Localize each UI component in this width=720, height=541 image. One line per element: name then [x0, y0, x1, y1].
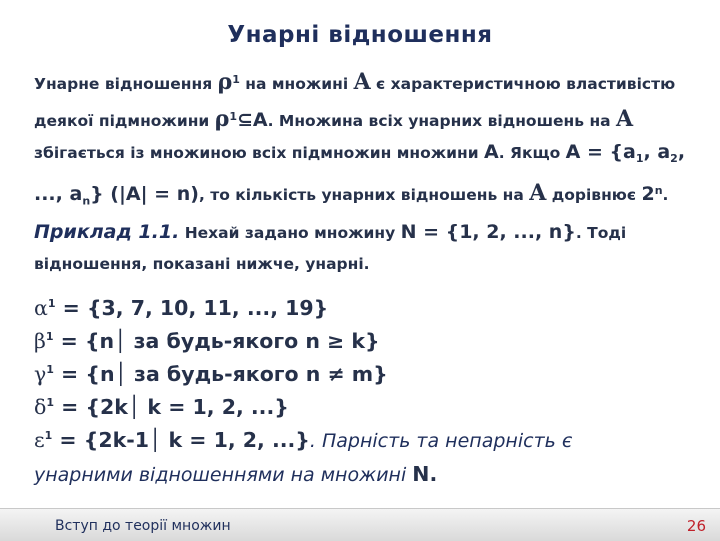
epsilon-symbol: ε	[34, 428, 45, 452]
def-text-1: Унарне відношення	[34, 75, 218, 94]
beta-symbol: β	[34, 329, 46, 353]
subset-symbol: ⊆	[236, 108, 253, 131]
rho-superscript-2: 1	[229, 109, 237, 123]
def-text-7: , то кількість унарних відношень на	[198, 186, 530, 205]
relation-beta	[34, 329, 704, 353]
a-sub-1: 1	[635, 152, 644, 166]
example-heading: Приклад 1.1.	[34, 220, 180, 243]
footer-bar	[0, 508, 720, 541]
relation-gamma	[34, 362, 704, 386]
relation-alpha	[34, 296, 704, 320]
relation-delta	[34, 395, 704, 419]
delta-superscript: 1	[46, 396, 54, 410]
conclusion-end: .	[429, 462, 438, 486]
beta-bar: │	[114, 329, 127, 353]
example-text-2: . Тоді відношення, показані нижче, унарні.	[34, 223, 627, 274]
delta-body-a: = {2k	[54, 395, 128, 419]
alpha-body: = {3, 7, 10, 11, ..., 19}	[55, 296, 329, 320]
rho-symbol-2: ρ	[214, 105, 230, 132]
beta-body-a: = {n	[53, 329, 115, 353]
example-set: N = {1, 2, ..., n}	[400, 220, 576, 243]
set-a-symbol: A	[353, 69, 371, 96]
set-a-symbol-2: A	[252, 108, 268, 131]
beta-superscript: 1	[45, 330, 54, 344]
footer-course-title: Вступ до теорії множин	[55, 518, 231, 534]
def-text-8: дорівнює	[546, 186, 642, 205]
gamma-symbol: γ	[34, 362, 47, 386]
def-text-9: .	[662, 186, 669, 205]
alpha-superscript: 1	[47, 297, 56, 311]
gamma-body-b: за будь-якого n ≠ m}	[126, 362, 388, 386]
def-text-2: на множині	[239, 75, 354, 94]
rho-superscript: 1	[232, 73, 240, 86]
def-text-4: . Множина всіх унарних відношень на	[267, 111, 617, 130]
alpha-symbol: α	[34, 296, 48, 320]
conclusion-line	[34, 462, 704, 486]
beta-body-b: за будь-якого n ≥ k}	[126, 329, 380, 353]
delta-symbol: δ	[34, 395, 47, 419]
def-text-6: . Якщо	[498, 144, 566, 163]
conclusion-start: . Парність та непарність є	[309, 430, 573, 452]
set-a-end: , ..., a	[34, 141, 686, 206]
power-exponent: n	[654, 183, 663, 197]
gamma-superscript: 1	[46, 363, 54, 377]
rho-symbol: ρ	[217, 69, 233, 96]
a-sub-n: n	[82, 194, 91, 208]
set-a-symbol-5: A	[529, 180, 547, 207]
a-sub-2: 2	[670, 152, 678, 166]
power-base: 2	[641, 183, 655, 206]
epsilon-superscript: 1	[44, 429, 53, 443]
epsilon-body-b: k = 1, 2, ...}	[161, 428, 310, 452]
set-a-symbol-3: A	[616, 105, 634, 132]
def-text-3: є характеристичною властивістю деякої підмножини	[34, 75, 676, 130]
example-text-1: Нехай задано множину	[179, 223, 401, 242]
def-text-5: збігається із множиною всіх підмножин множини	[34, 144, 484, 163]
page-number: 26	[686, 517, 706, 535]
set-a-open: A = {a	[565, 141, 636, 164]
delta-bar: │	[127, 395, 141, 419]
conclusion-set-n: N	[412, 462, 430, 486]
definition-paragraph	[34, 64, 694, 281]
epsilon-body-a: = {2k-1	[52, 428, 149, 452]
conclusion-text: унарними відношеннями на множині	[34, 464, 413, 486]
slide-title: Унарні відношення	[227, 22, 493, 48]
set-a-close: } (|A| = n)	[90, 183, 199, 206]
set-a-mid: , a	[643, 141, 671, 164]
set-a-symbol-4: A	[484, 141, 499, 164]
gamma-body-a: = {n	[53, 362, 115, 386]
epsilon-bar: │	[149, 428, 162, 452]
relation-epsilon	[34, 428, 704, 452]
gamma-bar: │	[114, 362, 127, 386]
delta-body-b: k = 1, 2, ...}	[140, 395, 289, 419]
